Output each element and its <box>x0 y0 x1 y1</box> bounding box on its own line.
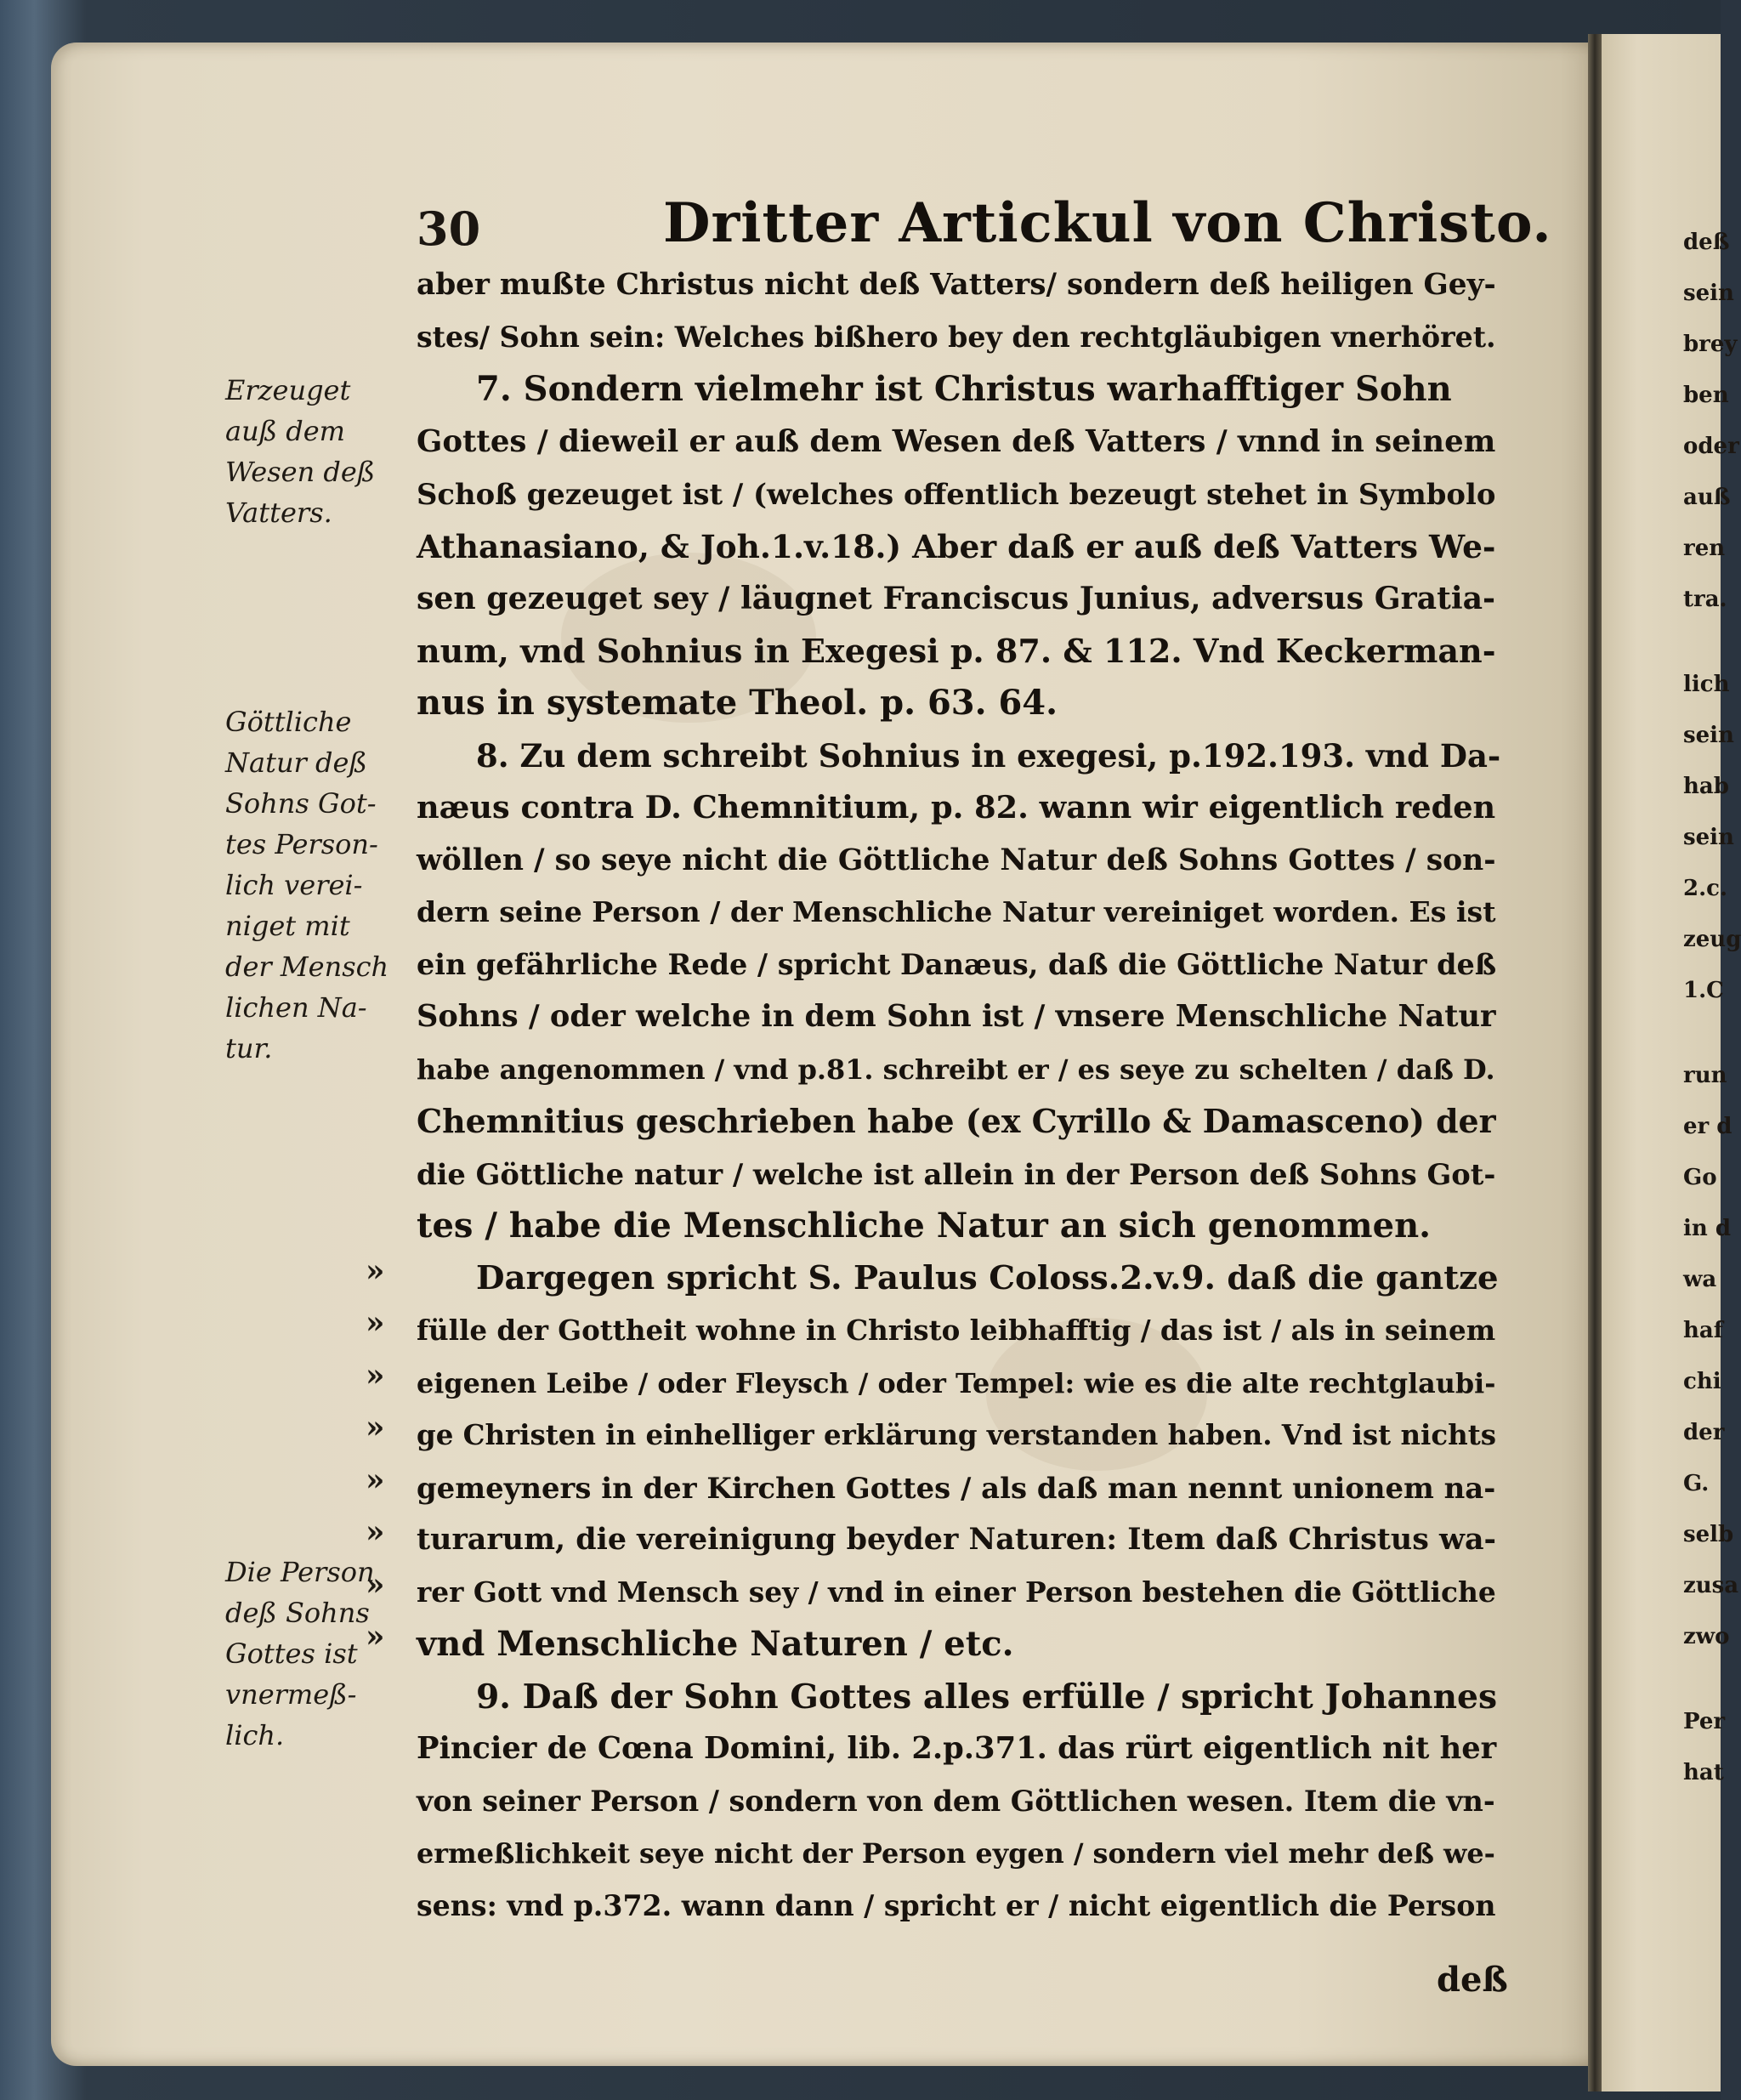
facing-page-fragment: sein <box>1683 825 1734 850</box>
text-line: vnd Menschliche Naturen / etc. <box>417 1624 1014 1664</box>
text-line: rer Gott vnd Mensch sey / vnd in einer Person bestehen die Göttliche <box>417 1575 1496 1609</box>
quotation-mark: » <box>366 1357 385 1393</box>
text-line: turarum, die vereinigung beyder Naturen: Item daß Christus wa- <box>417 1522 1497 1557</box>
text-line: fülle der Gottheit wohne in Christo leibhafftig / das ist / als in seinem <box>417 1314 1496 1347</box>
facing-page-fragment: brey <box>1683 332 1738 357</box>
text-line: Dargegen spricht S. Paulus Coloss.2.v.9. daß die gantze <box>476 1258 1499 1297</box>
marginal-note-line: Sohns Got- <box>225 787 377 820</box>
page-number: 30 <box>417 201 481 256</box>
text-line: von seiner Person / sondern von dem Göttlichen wesen. Item die vn- <box>417 1784 1495 1818</box>
text-line: num, vnd Sohnius in Exegesi p. 87. & 112. Vnd Keckerman- <box>417 631 1496 670</box>
facing-page-fragment: haf <box>1683 1318 1723 1343</box>
text-line: aber mußte Christus nicht deß Vatters/ sondern deß heiligen Gey- <box>417 268 1496 302</box>
marginal-note-line: tes Person- <box>225 828 378 860</box>
marginal-note-line: Göttliche <box>225 706 352 738</box>
quotation-mark: » <box>366 1410 385 1445</box>
quotation-mark: » <box>366 1514 385 1550</box>
facing-page-fragment: chi <box>1683 1369 1721 1394</box>
marginal-note-line: auß dem <box>225 415 345 447</box>
facing-page-fragment: zeug <box>1683 927 1741 952</box>
text-line: dern seine Person / der Menschliche Natur vereiniget worden. Es ist <box>417 895 1496 928</box>
marginal-note-line: deß Sohns <box>225 1597 370 1629</box>
text-line: Sohns / oder welche in dem Sohn ist / vnsere Menschliche Natur <box>417 999 1496 1034</box>
marginal-note-line: niget mit <box>225 910 350 942</box>
facing-page-fragment: sein <box>1683 723 1734 748</box>
facing-page-fragment: wa <box>1683 1267 1717 1292</box>
marginal-note-line: vnermeß- <box>225 1678 357 1711</box>
text-line: 9. Daß der Sohn Gottes alles erfülle / spricht Johannes <box>476 1677 1498 1717</box>
marginal-note-line: Die Person <box>225 1556 375 1588</box>
text-line: nus in systemate Theol. p. 63. 64. <box>417 683 1058 723</box>
running-title: Dritter Artickul von Christo. <box>663 191 1552 255</box>
facing-page-edge <box>1602 34 1741 2091</box>
facing-page-fragment: tra. <box>1683 587 1727 612</box>
facing-page-fragment: lich <box>1683 672 1730 697</box>
marginal-note <box>225 1552 404 1756</box>
marginal-note-line: Natur deß <box>225 746 367 779</box>
catchword: deß <box>1437 1960 1508 2000</box>
marginal-note <box>225 701 404 1069</box>
text-line: 8. Zu dem schreibt Sohnius in exegesi, p.192.193. vnd Da- <box>476 736 1501 775</box>
quotation-mark: » <box>366 1252 385 1289</box>
marginal-note-line: lich. <box>225 1719 285 1751</box>
text-line: sen gezeuget sey / läugnet Franciscus Junius, adversus Gratia- <box>417 580 1496 616</box>
quotation-mark: » <box>366 1566 385 1603</box>
text-line: stes/ Sohn sein: Welches bißhero bey den rechtgläubigen vnerhöret. <box>417 320 1496 354</box>
text-line: ge Christen in einhelliger erklärung verstanden haben. Vnd ist nichts <box>417 1419 1496 1451</box>
marginal-note-line: Vatters. <box>225 497 332 529</box>
marginal-note-line: lichen Na- <box>225 991 367 1024</box>
text-line: die Göttliche natur / welche ist allein in der Person deß Sohns Got- <box>417 1156 1496 1191</box>
text-line: næus contra D. Chemnitium, p. 82. wann wir eigentlich reden <box>417 789 1496 826</box>
marginal-note <box>225 370 404 533</box>
facing-page-fragment: hat <box>1683 1760 1724 1785</box>
text-line: wöllen / so seye nicht die Göttliche Natur deß Sohns Gottes / son- <box>417 843 1496 877</box>
facing-page-fragment: ben <box>1683 383 1729 408</box>
facing-page-fragment: auß <box>1683 485 1731 510</box>
facing-page-fragment: hab <box>1683 774 1729 799</box>
facing-page-fragment: Go <box>1683 1165 1717 1190</box>
facing-page-fragment: zwo <box>1683 1624 1730 1649</box>
facing-page-fragment: der <box>1683 1420 1725 1445</box>
facing-page-fragment: selb <box>1683 1522 1734 1547</box>
facing-page-fragment: run <box>1683 1063 1727 1088</box>
quotation-mark: » <box>366 1305 385 1341</box>
text-line: sens: vnd p.372. wann dann / spricht er / nicht eigentlich die Person <box>417 1888 1496 1922</box>
quotation-mark: » <box>366 1619 385 1654</box>
marginal-note-line: lich verei- <box>225 869 363 901</box>
marginal-note-line: tur. <box>225 1032 273 1064</box>
text-line: ermeßlichkeit seye nicht der Person eygen / sondern viel mehr deß we- <box>417 1837 1495 1870</box>
text-line: habe angenommen / vnd p.81. schreibt er / es seye zu schelten / daß D. <box>417 1053 1495 1086</box>
facing-page-fragment: Per <box>1683 1709 1726 1734</box>
text-line: eigenen Leibe / oder Fleysch / oder Tempel: wie es die alte rechtglaubi- <box>417 1366 1496 1399</box>
quotation-mark: » <box>366 1461 385 1498</box>
text-line: Pincier de Cœna Domini, lib. 2.p.371. das rürt eigentlich nit her <box>417 1731 1497 1766</box>
text-line: Schoß gezeuget ist / (welches offentlich bezeugt stehet in Symbolo <box>417 477 1496 511</box>
text-line: Athanasiano, & Joh.1.v.18.) Aber daß er auß deß Vatters We- <box>417 527 1496 565</box>
text-line: Gottes / dieweil er auß dem Wesen deß Vatters / vnnd in seinem <box>417 423 1496 459</box>
facing-page-fragment: oder <box>1683 434 1739 459</box>
text-line: 7. Sondern vielmehr ist Christus warhafftiger Sohn <box>476 369 1452 409</box>
facing-page-fragment: deß <box>1683 230 1730 255</box>
facing-page-fragment: 1.C <box>1683 978 1724 1003</box>
marginal-note-line: Erzeuget <box>225 374 351 406</box>
facing-page-fragment: sein <box>1683 281 1734 306</box>
text-line: tes / habe die Menschliche Natur an sich genommen. <box>417 1206 1432 1246</box>
facing-page-fragment: er d <box>1683 1114 1732 1139</box>
marginal-note-line: Gottes ist <box>225 1637 358 1670</box>
book-gutter <box>1588 34 1602 2091</box>
facing-page-fragment: zusa <box>1683 1573 1739 1598</box>
marginal-note-line: Wesen deß <box>225 456 376 488</box>
text-line: gemeyners in der Kirchen Gottes / als daß man nennt unionem na- <box>417 1470 1496 1505</box>
text-line: ein gefährliche Rede / spricht Danæus, daß die Göttliche Natur deß <box>417 947 1497 981</box>
facing-page-fragment: G. <box>1683 1471 1710 1496</box>
facing-page-fragment: ren <box>1683 536 1726 561</box>
facing-page-fragment: in d <box>1683 1216 1732 1241</box>
marginal-note-line: der Mensch <box>225 951 389 983</box>
text-line: Chemnitius geschrieben habe (ex Cyrillo & Damasceno) der <box>417 1102 1496 1140</box>
page-header <box>408 191 1552 259</box>
facing-page-fragment: 2.c. <box>1683 876 1728 901</box>
